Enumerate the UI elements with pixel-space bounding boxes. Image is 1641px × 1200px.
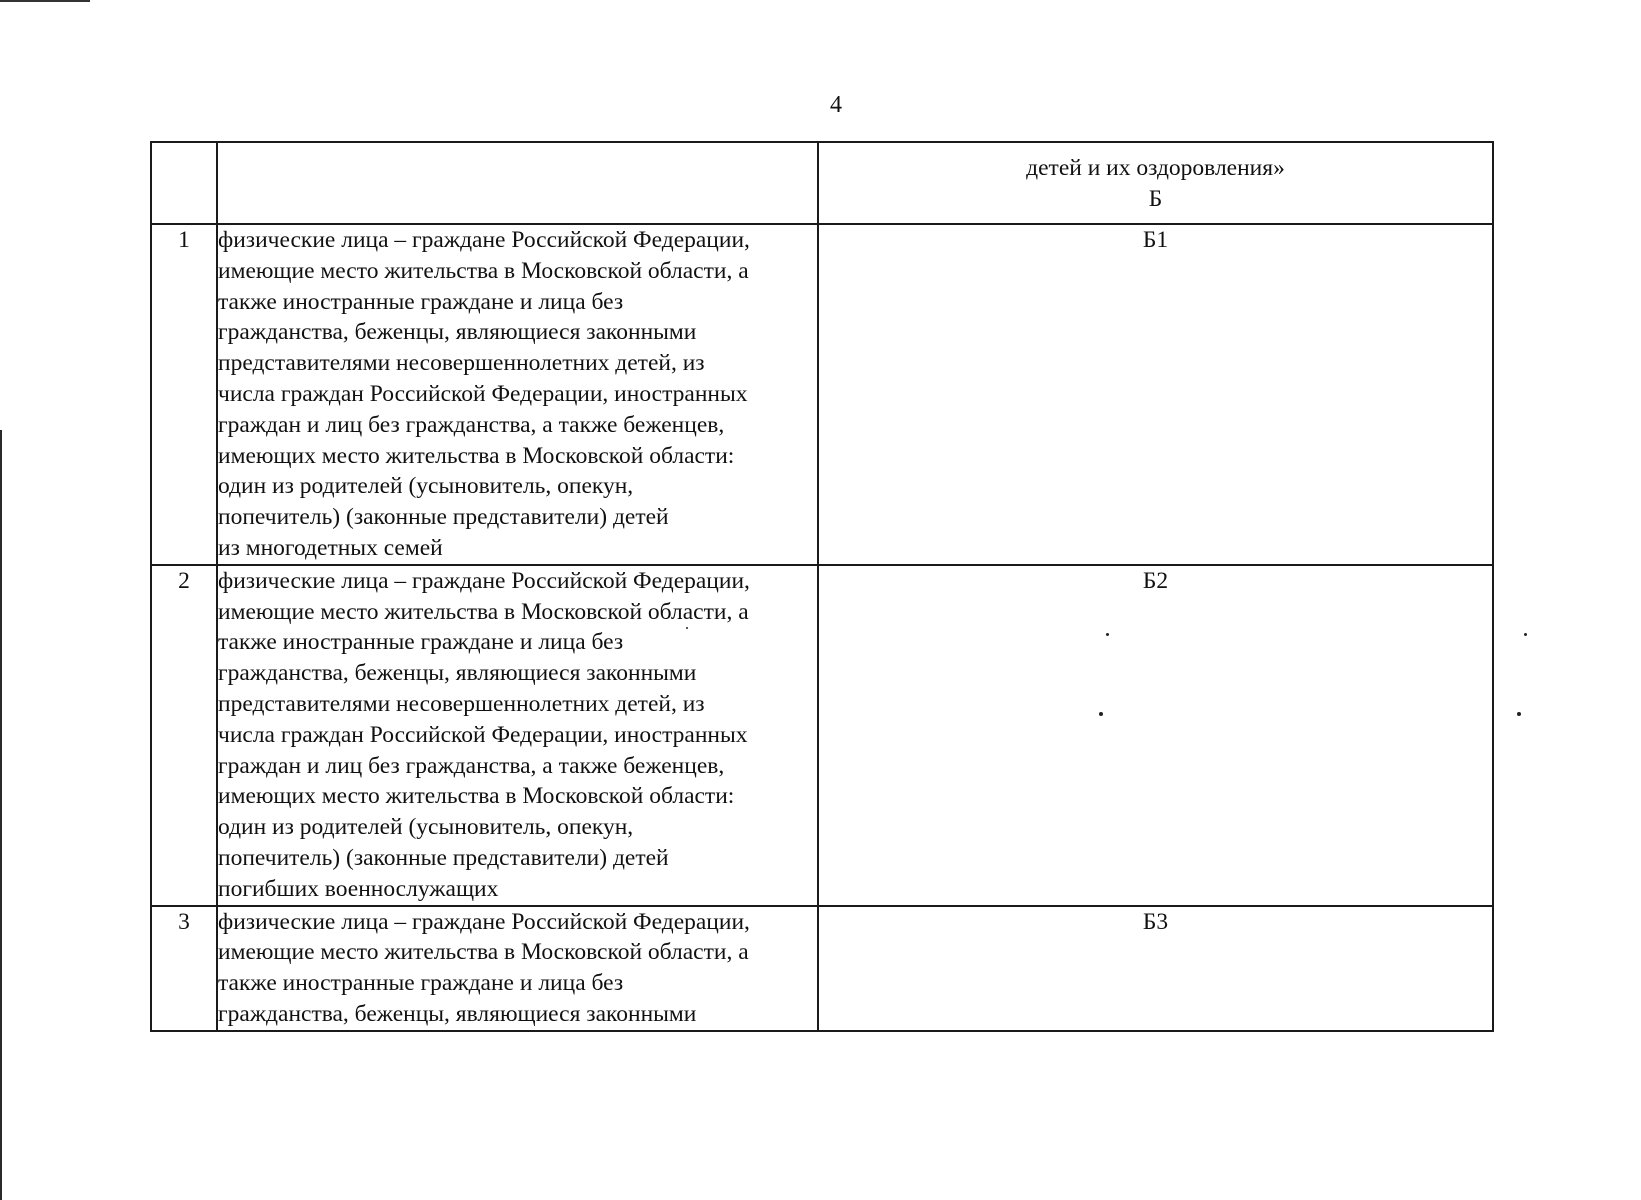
- row-number: 1: [151, 224, 217, 565]
- description-line: из многодетных семей: [218, 534, 443, 561]
- description-line: числа граждан Российской Федерации, иностранных: [218, 380, 748, 407]
- description-line: гражданства, беженцы, являющиеся законными: [218, 319, 697, 346]
- description-line: попечитель) (законные представители) детей: [218, 844, 669, 871]
- row-code: Б2: [818, 565, 1493, 906]
- description-line: гражданства, беженцы, являющиеся законными: [218, 1000, 697, 1027]
- description-line: числа граждан Российской Федерации, иностранных: [218, 721, 748, 748]
- scan-speck: [1099, 712, 1103, 716]
- table-header-row: [151, 142, 1493, 224]
- scan-edge-mark: [0, 430, 2, 1200]
- row-description: [217, 565, 818, 906]
- description-line: представителями несовершеннолетних детей, из: [218, 350, 705, 377]
- scan-edge-mark: [0, 0, 90, 2]
- table-row: [151, 224, 1493, 565]
- description-line: также иностранные граждане и лица без: [218, 970, 624, 997]
- header-desc-cell: [217, 142, 818, 224]
- scan-speck: [686, 627, 688, 629]
- categories-table: [150, 141, 1494, 1032]
- header-num-cell: [151, 142, 217, 224]
- description-line: имеющие место жительства в Московской области, а: [218, 257, 749, 284]
- description-line: один из родителей (усыновитель, опекун,: [218, 473, 634, 500]
- scan-speck: [1517, 712, 1521, 716]
- row-number: 2: [151, 565, 217, 906]
- description-line: физические лица – граждане Российской Федерации,: [218, 227, 750, 253]
- description-line: также иностранные граждане и лица без: [218, 629, 624, 656]
- table-row: [151, 565, 1493, 906]
- row-description: [217, 224, 818, 565]
- description-line: граждан и лиц без гражданства, а также беженцев,: [218, 411, 725, 438]
- header-code-line: детей и их оздоровления»: [1026, 155, 1285, 181]
- description-line: граждан и лиц без гражданства, а также беженцев,: [218, 752, 725, 779]
- description-line: имеющих место жительства в Московской области:: [218, 442, 735, 469]
- table-row: [151, 906, 1493, 1031]
- description-line: попечитель) (законные представители) детей: [218, 504, 669, 531]
- scan-speck: [1524, 633, 1527, 636]
- description-line: имеющих место жительства в Московской области:: [218, 783, 735, 810]
- description-line: физические лица – граждане Российской Федерации,: [218, 567, 750, 594]
- row-code: Б1: [818, 224, 1493, 565]
- description-line: имеющие место жительства в Московской области, а: [218, 598, 749, 625]
- row-description: [217, 906, 818, 1031]
- description-line: также иностранные граждане и лица без: [218, 288, 624, 315]
- header-code-cell: [818, 142, 1493, 224]
- description-line: один из родителей (усыновитель, опекун,: [218, 814, 634, 841]
- description-line: представителями несовершеннолетних детей, из: [218, 690, 705, 717]
- page-number: 4: [830, 92, 842, 118]
- scan-speck: [1106, 633, 1109, 636]
- description-line: гражданства, беженцы, являющиеся законными: [218, 660, 697, 687]
- description-line: погибших военнослужащих: [218, 875, 499, 902]
- description-line: имеющие место жительства в Московской области, а: [218, 939, 749, 966]
- header-code-letter: Б: [1148, 185, 1163, 212]
- row-code: Б3: [818, 906, 1493, 1031]
- description-line: физические лица – граждане Российской Федерации,: [218, 908, 750, 935]
- row-number: 3: [151, 906, 217, 1031]
